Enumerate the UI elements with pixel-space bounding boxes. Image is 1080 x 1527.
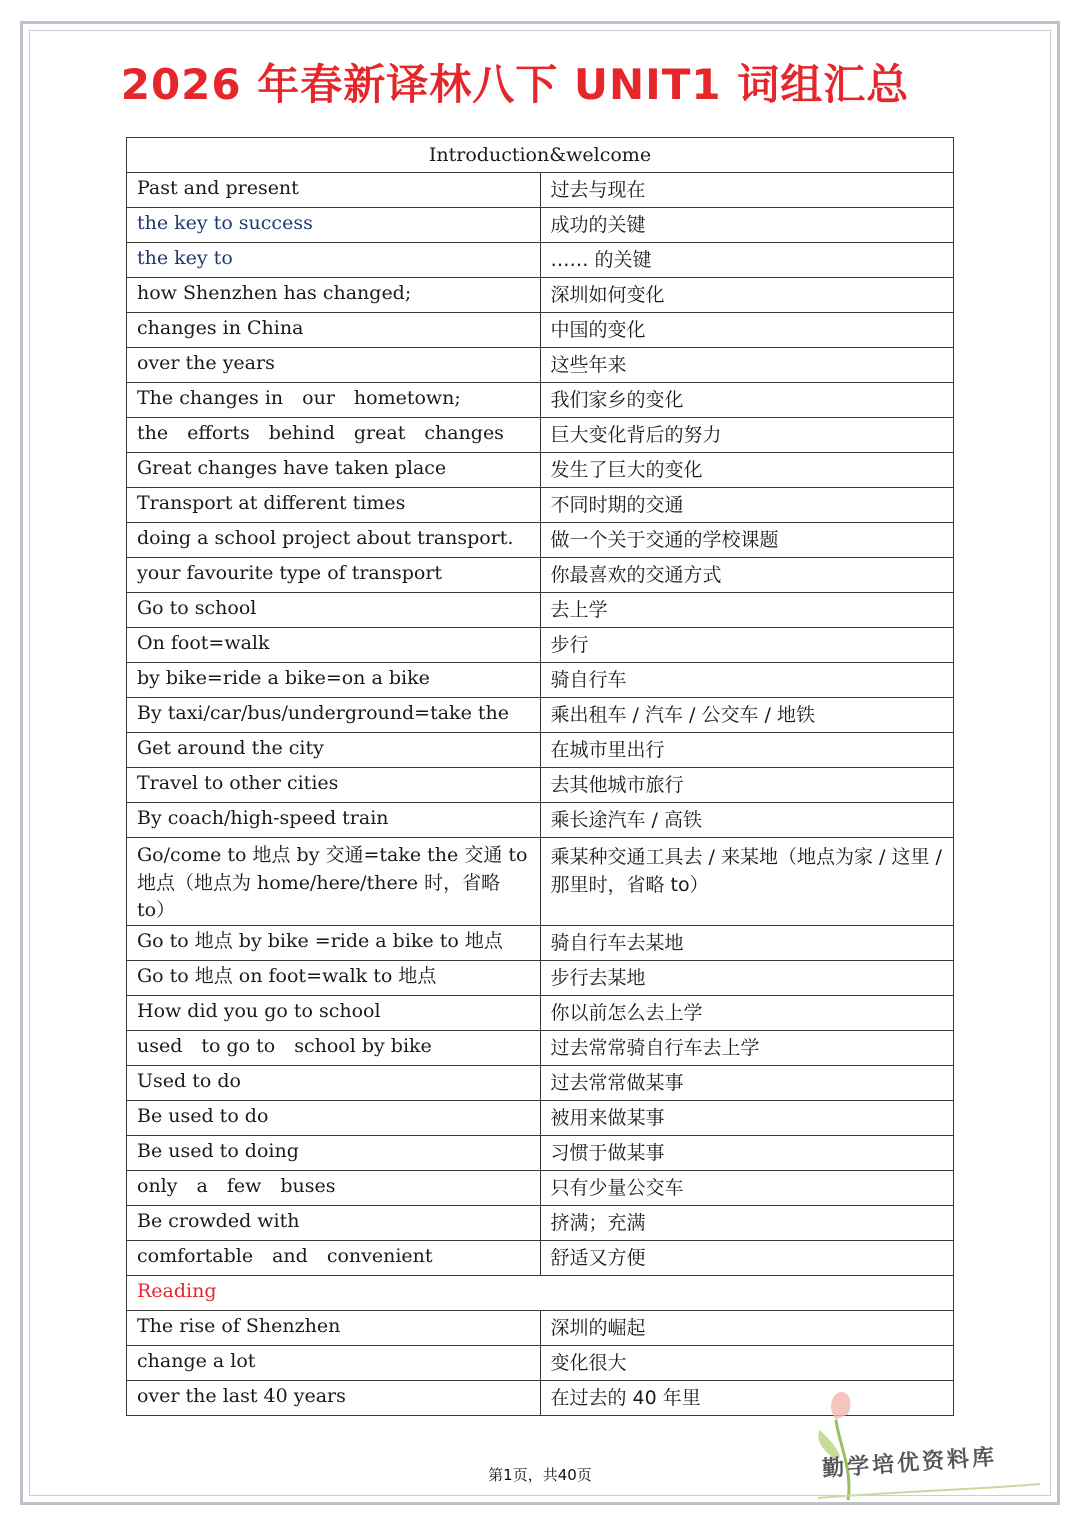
phrase-english: over the years: [127, 348, 541, 383]
phrase-chinese: 过去常常做某事: [540, 1065, 954, 1100]
table-row: [127, 698, 954, 733]
phrase-english: how Shenzhen has changed;: [127, 278, 541, 313]
table-row: [127, 418, 954, 453]
phrase-english: over the last 40 years: [127, 1380, 541, 1415]
phrase-chinese: 步行: [540, 628, 954, 663]
phrase-chinese: 去上学: [540, 593, 954, 628]
page-title: 2026 年春新译林八下 UNIT1 词组汇总: [120, 60, 910, 109]
phrase-english: changes in China: [127, 313, 541, 348]
table-row: [127, 1135, 954, 1170]
phrase-chinese: 在城市里出行: [540, 733, 954, 768]
phrase-english: used to go to school by bike: [127, 1030, 541, 1065]
phrase-chinese: 做一个关于交通的学校课题: [540, 523, 954, 558]
phrase-chinese: 不同时期的交通: [540, 488, 954, 523]
phrase-chinese: 过去常常骑自行车去上学: [540, 1030, 954, 1065]
table-row: [127, 208, 954, 243]
phrase-english: Go to 地点 by bike =ride a bike to 地点: [127, 925, 541, 960]
phrase-chinese: 乘长途汽车 / 高铁: [540, 803, 954, 838]
table-row: [127, 628, 954, 663]
table-row: [127, 243, 954, 278]
phrase-english: On foot=walk: [127, 628, 541, 663]
table-row: [127, 453, 954, 488]
phrase-english: Great changes have taken place: [127, 453, 541, 488]
phrase-chinese: 骑自行车去某地: [540, 925, 954, 960]
table-row: [127, 1240, 954, 1275]
phrase-english: Used to do: [127, 1065, 541, 1100]
phrase-chinese: 舒适又方便: [540, 1240, 954, 1275]
phrase-chinese: 去其他城市旅行: [540, 768, 954, 803]
page-number: 第1页，共40页: [488, 1466, 592, 1484]
phrase-english: Go to 地点 on foot=walk to 地点: [127, 960, 541, 995]
phrase-chinese: 乘出租车 / 汽车 / 公交车 / 地铁: [540, 698, 954, 733]
phrase-chinese: 在过去的 40 年里: [540, 1380, 954, 1415]
section-header-reading: Reading: [127, 1275, 954, 1310]
phrase-chinese: 发生了巨大的变化: [540, 453, 954, 488]
table-row: [127, 313, 954, 348]
phrase-english: the key to: [127, 243, 541, 278]
table-row: [127, 523, 954, 558]
phrase-english: Get around the city: [127, 733, 541, 768]
phrase-chinese: 这些年来: [540, 348, 954, 383]
table-row: [127, 1345, 954, 1380]
table-row: [127, 1205, 954, 1240]
table-section-row: [127, 1275, 954, 1310]
table-row: [127, 488, 954, 523]
table-row: [127, 925, 954, 960]
phrase-english: Be used to doing: [127, 1135, 541, 1170]
phrase-chinese: 深圳如何变化: [540, 278, 954, 313]
vocabulary-table: [126, 137, 954, 1416]
phrase-chinese: 我们家乡的变化: [540, 383, 954, 418]
phrase-chinese: 被用来做某事: [540, 1100, 954, 1135]
phrase-chinese: 骑自行车: [540, 663, 954, 698]
phrase-chinese: 变化很大: [540, 1345, 954, 1380]
phrase-chinese: 步行去某地: [540, 960, 954, 995]
phrase-chinese: 习惯于做某事: [540, 1135, 954, 1170]
phrase-english: Go/come to 地点 by 交通=take the 交通 to 地点（地点为 home/here/there 时，省略 to）: [127, 838, 541, 926]
phrase-english: change a lot: [127, 1345, 541, 1380]
phrase-english: the efforts behind great changes: [127, 418, 541, 453]
phrase-chinese: …… 的关键: [540, 243, 954, 278]
table-row: [127, 838, 954, 926]
phrase-english: By coach/high-speed train: [127, 803, 541, 838]
phrase-chinese: 只有少量公交车: [540, 1170, 954, 1205]
phrase-english: Go to school: [127, 593, 541, 628]
phrase-chinese: 挤满；充满: [540, 1205, 954, 1240]
phrase-english: By taxi/car/bus/underground=take the: [127, 698, 541, 733]
phrase-english: doing a school project about transport.: [127, 523, 541, 558]
phrase-english: Past and present: [127, 173, 541, 208]
phrase-english: by bike=ride a bike=on a bike: [127, 663, 541, 698]
table-row: [127, 558, 954, 593]
phrase-english: comfortable and convenient: [127, 1240, 541, 1275]
phrase-english: your favourite type of transport: [127, 558, 541, 593]
phrase-english: The changes in our hometown;: [127, 383, 541, 418]
table-row: [127, 733, 954, 768]
phrase-chinese: 中国的变化: [540, 313, 954, 348]
table-row: [127, 663, 954, 698]
table-row: [127, 1170, 954, 1205]
phrase-chinese: 巨大变化背后的努力: [540, 418, 954, 453]
phrase-chinese: 成功的关键: [540, 208, 954, 243]
table-row: [127, 995, 954, 1030]
table-row: [127, 348, 954, 383]
table-row: [127, 1030, 954, 1065]
table-row: [127, 1100, 954, 1135]
table-row: [127, 960, 954, 995]
phrase-english: the key to success: [127, 208, 541, 243]
table-row: [127, 803, 954, 838]
tulip-icon: [831, 1392, 850, 1420]
table-row: [127, 768, 954, 803]
phrase-english: How did you go to school: [127, 995, 541, 1030]
phrase-chinese: 深圳的崛起: [540, 1310, 954, 1345]
table-row: [127, 383, 954, 418]
table-row: [127, 173, 954, 208]
phrase-english: Be used to do: [127, 1100, 541, 1135]
phrase-chinese: 过去与现在: [540, 173, 954, 208]
phrase-chinese: 乘某种交通工具去 / 来某地（地点为家 / 这里 / 那里时，省略 to）: [540, 838, 954, 926]
phrase-english: The rise of Shenzhen: [127, 1310, 541, 1345]
watermark-text: 勤学培优资料库: [821, 1443, 998, 1483]
phrase-chinese: 你以前怎么去上学: [540, 995, 954, 1030]
underline-stroke: [818, 1484, 1040, 1498]
table-row: [127, 278, 954, 313]
table-row: [127, 1310, 954, 1345]
section-header-intro: Introduction&welcome: [127, 138, 954, 173]
phrase-english: Travel to other cities: [127, 768, 541, 803]
table-row: [127, 593, 954, 628]
table-header-row: [127, 138, 954, 173]
phrase-chinese: 你最喜欢的交通方式: [540, 558, 954, 593]
table-row: [127, 1065, 954, 1100]
phrase-english: Be crowded with: [127, 1205, 541, 1240]
phrase-english: Transport at different times: [127, 488, 541, 523]
phrase-english: only a few buses: [127, 1170, 541, 1205]
